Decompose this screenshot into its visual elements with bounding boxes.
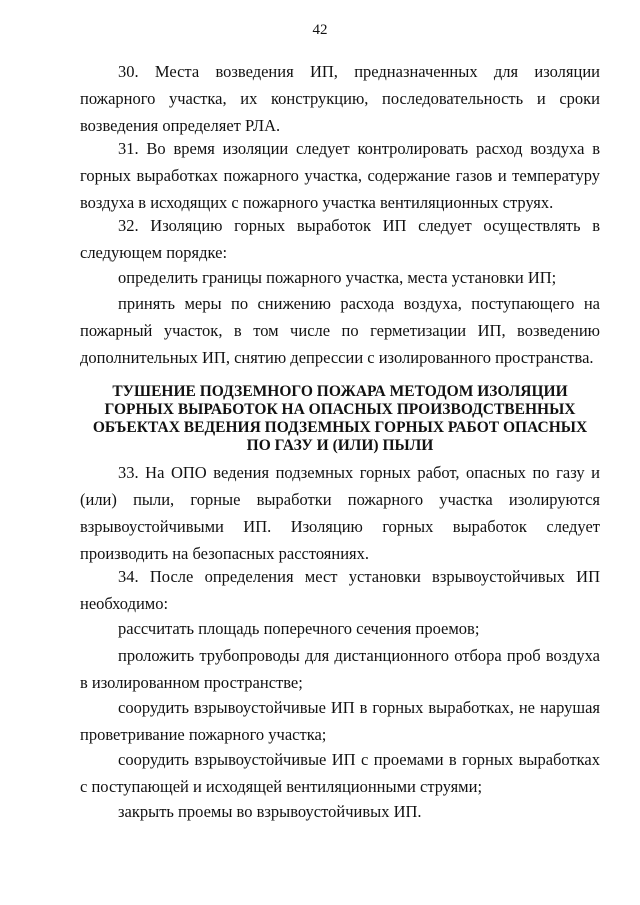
page-number: 42: [312, 22, 328, 38]
paragraph-30: 30. Места возведения ИП, предназначенных для изоляции пожарного участка, их конструкцию, последовательность и сроки возведения определяет РЛА.: [80, 62, 600, 135]
paragraph-32: 32. Изоляцию горных выработок ИП следует осуществлять в следующем порядке:: [80, 216, 600, 262]
paragraph-34-item-4: соорудить взрывоустойчивые ИП с проемами в горных выработках с поступающей и исходящей вентиляционными струями;: [80, 750, 600, 796]
paragraph-33: 33. На ОПО ведения подземных горных работ, опасных по газу и (или) пыли, горные выработки пожарного участка изолируются взрывоустойчивыми ИП. Изоляцию горных выработок следует производить на безопасных расстояниях.: [80, 463, 600, 563]
paragraph-34-item-3: соорудить взрывоустойчивые ИП в горных выработках, не нарушая проветривание пожарного участка;: [80, 698, 600, 744]
paragraph-34: 34. После определения мест установки взрывоустойчивых ИП необходимо:: [80, 567, 600, 613]
paragraph-31: 31. Во время изоляции следует контролировать расход воздуха в горных выработках пожарного участка, содержание газов и температуру воздуха в исходящих с пожарного участка вентиляционных струях.: [80, 139, 600, 212]
paragraph-34-item-1: рассчитать площадь поперечного сечения проемов;: [118, 619, 480, 638]
paragraph-32-item-1: определить границы пожарного участка, места установки ИП;: [118, 268, 557, 287]
section-heading: ТУШЕНИЕ ПОДЗЕМНОГО ПОЖАРА МЕТОДОМ ИЗОЛЯЦИИ ГОРНЫХ ВЫРАБОТОК НА ОПАСНЫХ ПРОИЗВОДСТВЕННЫХ ОБЪЕКТАХ ВЕДЕНИЯ ПОДЗЕМНЫХ ГОРНЫХ РАБОТ ОПАСНЫХ ПО ГАЗУ И (ИЛИ) ПЫЛИ: [92, 383, 588, 454]
paragraph-34-item-5: закрыть проемы во взрывоустойчивых ИП.: [118, 802, 422, 821]
paragraph-32-item-2: принять меры по снижению расхода воздуха, поступающего на пожарный участок, в том числе по герметизации ИП, возведению дополнительных ИП, снятию депрессии с изолированного пространства.: [80, 294, 600, 367]
paragraph-34-item-2: проложить трубопроводы для дистанционного отбора проб воздуха в изолированном пространстве;: [80, 646, 600, 692]
